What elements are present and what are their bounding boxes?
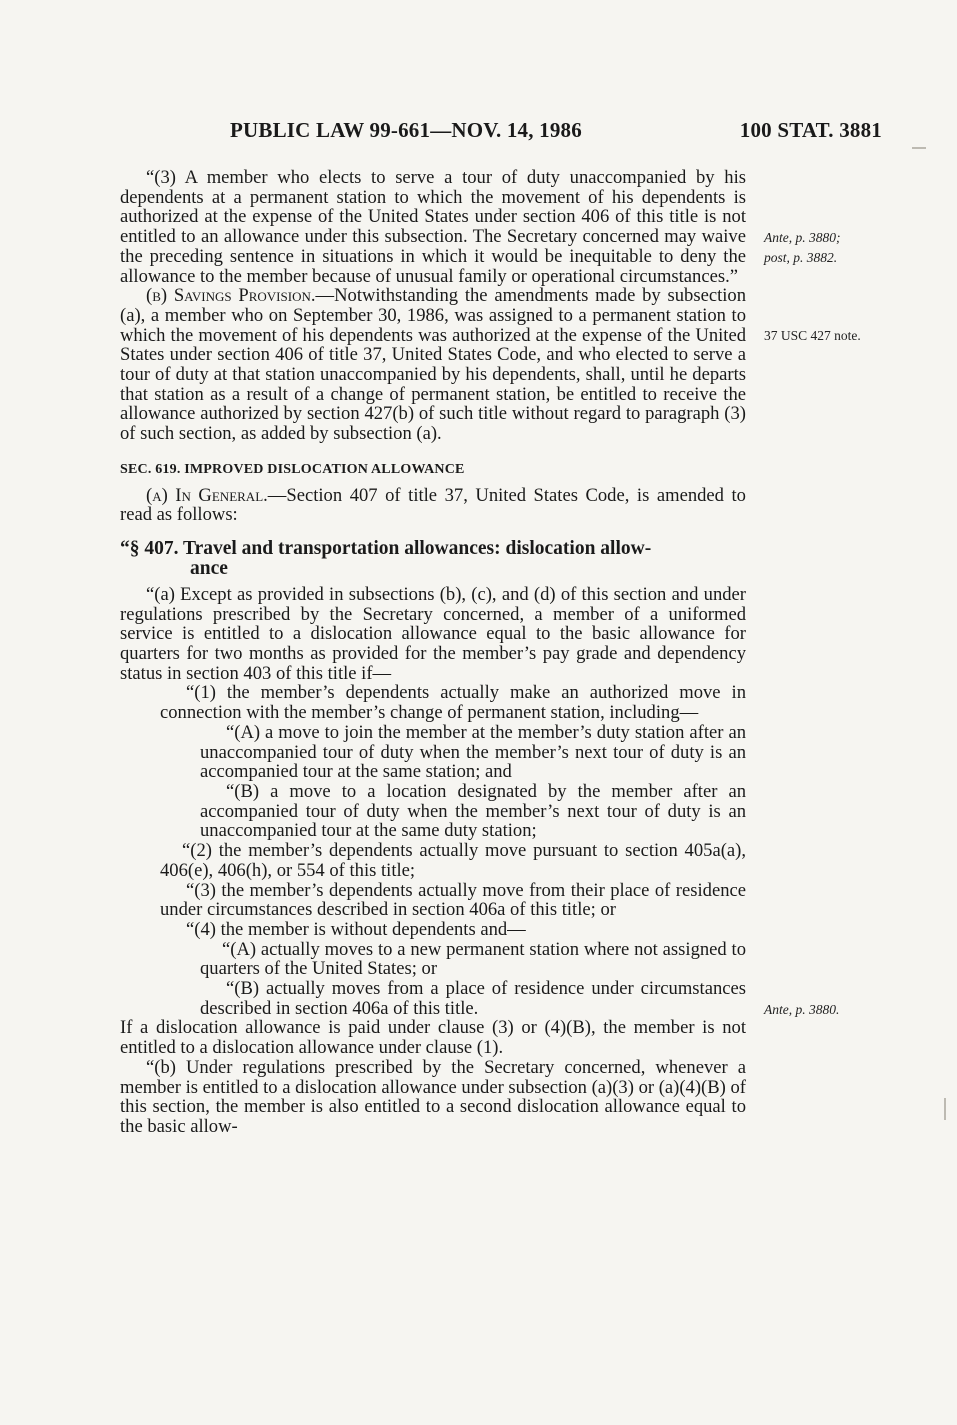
savings-provision-paragraph <box>120 286 746 444</box>
clause-4-paragraph: “(4) the member is without dependents and— <box>186 918 526 940</box>
margin-note-37-usc-427-text: 37 USC 427 note. <box>764 328 861 343</box>
in-general-paragraph <box>120 486 746 525</box>
clause-4-a-paragraph: “(A) actually moves to a new permanent station where not assigned to quarters of the United States; or <box>200 938 746 980</box>
in-general-text: —Section 407 of title 37, United States Code, is amended to read as follows: <box>120 484 746 526</box>
dislocation-note-paragraph: If a dislocation allowance is paid under clause (3) or (4)(B), the member is not entitled to a dislocation allowance under clause (1). <box>120 1017 746 1059</box>
savings-provision-text: —Notwithstanding the amendments made by subsection (a), a member who on September 30, 1986, was assigned to a permanent station to which the movement of his dependents was authorized at the expense of the United States under section 406 of title 37, United States Code, and who elected to serve a tour of duty at that station unaccompanied by his dependents, shall, until he departs that station as a result of a change of permanent station, be entitled to receive the allowance authorized by section 427(b) of such title without regard to paragraph (3) of such section, as added by subsection (a). <box>120 285 746 445</box>
margin-note-37-usc-427 <box>764 328 861 344</box>
subsection-b-paragraph: “(b) Under regulations prescribed by the Secretary concerned, whenever a member is entitled to a dislocation allowance under subsection (a)(3) or (a)(4)(B) of this section, the member is also entitled to a second dislocation allowance equal to the basic allow- <box>120 1056 746 1137</box>
paragraph-3-member-tour: “(3) A member who elects to serve a tour of duty unaccompanied by his dependents at a permanent station to which the movement of his dependents is authorized at the expense of the United States under section 406 of this title is not entitled to an allowance under this subsection. The Secretary concerned may waive the preceding sentence in situations in which it would be inequitable to deny the allowance to the member because of unusual family or operational circumstances.” <box>120 167 746 287</box>
section-407-heading-line-1: “§ 407. Travel and transportation allowances: dislocation allow- <box>120 537 652 559</box>
clause-1-paragraph: “(1) the member’s dependents actually make an authorized move in connection with the member’s change of permanent station, including— <box>160 682 746 724</box>
clause-4-b-paragraph: “(B) actually moves from a place of residence under circumstances described in section 406a of this title. <box>200 978 746 1019</box>
margin-note-post-3882 <box>764 250 837 266</box>
clause-1-a-paragraph: “(A) a move to join the member at the member’s duty station after an unaccompanied tour of duty when the member’s next tour of duty is an accompanied tour at the same station; and <box>200 721 746 783</box>
clause-1-b-paragraph: “(B) a move to a location designated by the member after an accompanied tour of duty when the member’s next tour of duty is an unaccompanied tour at the same duty station; <box>200 780 746 842</box>
margin-note-ante-3880-text: Ante, p. 3880; <box>764 230 841 245</box>
law-text-body <box>120 168 746 1137</box>
statute-page-number: 100 STAT. 3881 <box>739 118 882 142</box>
margin-note-ante-3880-b-text: Ante, p. 3880. <box>764 1002 840 1017</box>
scan-mark <box>912 147 926 149</box>
section-407-heading <box>120 539 746 579</box>
scan-mark <box>944 1098 946 1120</box>
margin-note-ante-3880-b <box>764 1002 839 1018</box>
in-general-label: (a) In General. <box>146 484 268 506</box>
savings-provision-label: (b) Savings Provision. <box>146 285 316 307</box>
section-619-heading: SEC. 619. IMPROVED DISLOCATION ALLOWANCE <box>120 461 465 477</box>
public-law-title: PUBLIC LAW 99-661—NOV. 14, 1986 <box>230 118 582 142</box>
clause-2-paragraph: “(2) the member’s dependents actually move pursuant to section 405a(a), 406(e), 406(h), or 554 of this title; <box>160 840 746 881</box>
section-407-heading-line-2: ance <box>190 557 228 579</box>
page-header <box>230 118 882 148</box>
subsection-a-paragraph: “(a) Except as provided in subsections (b), (c), and (d) of this section and under regulations prescribed by the Secretary concerned, a member of a uniformed service is entitled to a dislocation allowance equal to the basic allowance for quarters for two months as provided for the member’s pay grade and dependency status in section 403 of this title if— <box>120 583 746 684</box>
margin-note-post-3882-text: post, p. 3882. <box>764 250 838 265</box>
margin-note-ante-3880 <box>764 230 841 246</box>
clause-3-paragraph: “(3) the member’s dependents actually move from their place of residence under circumstances described in section 406a of this title; or <box>160 879 746 921</box>
